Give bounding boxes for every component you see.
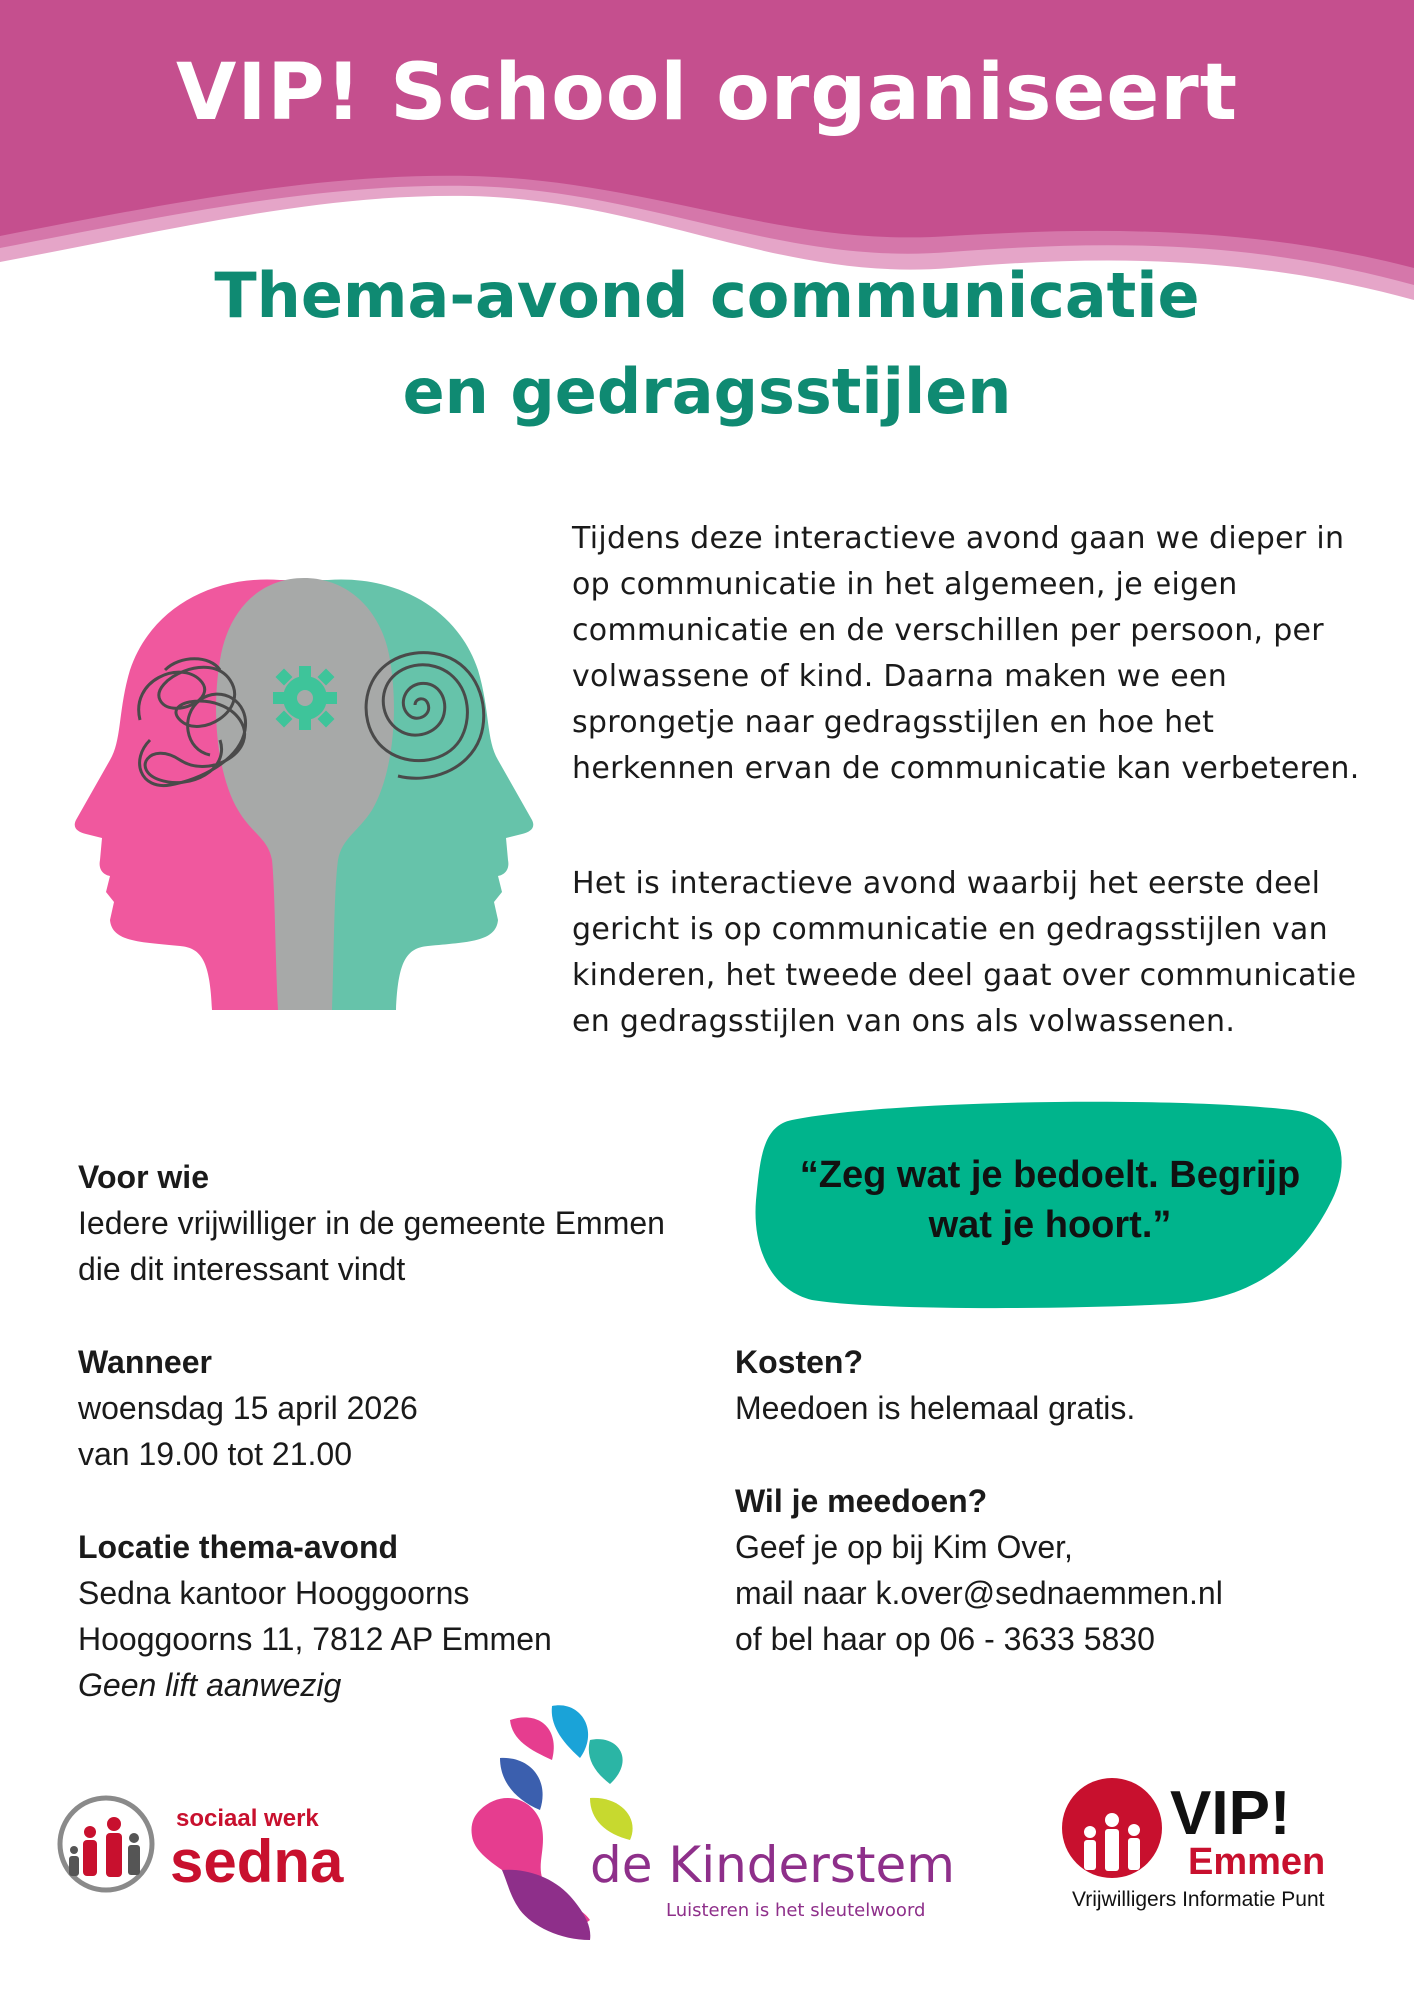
kinderstem-kinder: Kinder: [668, 1836, 830, 1894]
kinderstem-de: de: [590, 1836, 669, 1894]
locatie-note: Geen lift aanwezig: [78, 1667, 342, 1703]
voor-wie-line2: die dit interessant vindt: [78, 1251, 406, 1287]
voor-wie-heading: Voor wie: [78, 1159, 209, 1195]
intro-paragraph-1: Tijdens deze interactieve avond gaan we dieper in op communicatie in het algemeen, je eigen communicatie en de verschillen per persoon, per volwassene of kind. Daarna maken we een sprongetje naar gedragsstijlen en hoe het herkennen ervan de communicatie kan verbeteren.: [572, 521, 1360, 786]
meedoen-line2: mail naar k.over@sednaemmen.nl: [735, 1575, 1223, 1611]
voor-wie-line1: Iedere vrijwilliger in de gemeente Emmen: [78, 1205, 665, 1241]
event-title-line2: en gedragsstijlen: [402, 355, 1012, 428]
locatie-address: Hooggoorns 11, 7812 AP Emmen: [78, 1621, 552, 1657]
kinderstem-tagline: Luisteren is het sleutelwoord: [666, 1900, 926, 1921]
meedoen-line1: Geef je op bij Kim Over,: [735, 1529, 1073, 1565]
svg-text:de Kinderstem: [590, 1836, 955, 1894]
meedoen-line3: of bel haar op 06 - 3633 5830: [735, 1621, 1155, 1657]
kinderstem-stem: stem: [829, 1836, 955, 1894]
kosten-heading: Kosten?: [735, 1344, 863, 1380]
wanneer-time: van 19.00 tot 21.00: [78, 1436, 352, 1472]
section-kosten: [735, 1339, 1414, 1431]
section-meedoen: [735, 1478, 1414, 1662]
quote-text: “Zeg wat je bedoelt. Begrijp wat je hoort.”: [799, 1154, 1301, 1246]
sedna-logo-big: sedna: [170, 1828, 344, 1895]
wanneer-date: woensdag 15 april 2026: [78, 1390, 418, 1426]
event-title: [0, 248, 1414, 440]
section-voor-wie: [78, 1154, 778, 1292]
locatie-name: Sedna kantoor Hooggoorns: [78, 1575, 470, 1611]
kinderstem-logo: [440, 1700, 980, 1950]
section-locatie: [78, 1524, 778, 1708]
intro-paragraph-2: Het is interactieve avond waarbij het eerste deel gericht is op communicatie en gedragsstijlen van kinderen, het tweede deel gaat over communicatie en gedragsstijlen van ons als volwassenen.: [572, 866, 1357, 1039]
vip-emmen-logo: [1060, 1770, 1350, 1920]
section-wanneer: [78, 1339, 778, 1477]
header-title: VIP! School organiseert: [175, 48, 1239, 138]
sedna-logo-small: sociaal werk: [176, 1805, 319, 1832]
sedna-logo: [52, 1780, 382, 1900]
event-title-line1: Thema-avond communicatie: [214, 259, 1200, 332]
two-heads-communication-icon: [70, 570, 550, 1010]
meedoen-heading: Wil je meedoen?: [735, 1483, 988, 1519]
vip-logo-title: VIP!: [1170, 1779, 1291, 1848]
wanneer-heading: Wanneer: [78, 1344, 212, 1380]
locatie-heading: Locatie thema-avond: [78, 1529, 399, 1565]
vip-logo-tagline: Vrijwilligers Informatie Punt: [1072, 1888, 1325, 1911]
kosten-line1: Meedoen is helemaal gratis.: [735, 1390, 1136, 1426]
vip-logo-sub: Emmen: [1188, 1841, 1326, 1883]
